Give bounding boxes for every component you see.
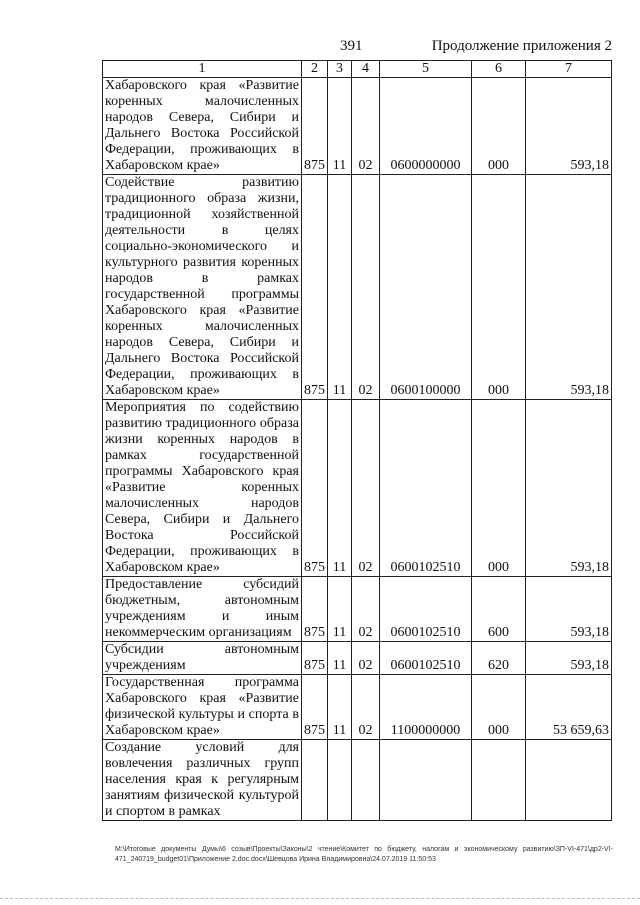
row-col5: 0600102510 [380,642,472,675]
row-col6: 000 [472,78,526,175]
row-col4: 02 [352,642,380,675]
row-name: Предоставление субсидий бюджетным, автономным учреждениям и иным некоммерческим организациям [103,577,302,642]
row-col6: 600 [472,577,526,642]
budget-table [102,60,612,821]
row-amount: 53 659,63 [526,675,612,740]
row-name: Мероприятия по содействию развитию традиционного образа жизни коренных народов в рамках государственной программы Хабаровского края «Развитие коренных малочисленных народов Севера, Сибири и Дальнего Востока Российской Федерации, проживающих в Хабаровском крае» [103,400,302,577]
table-row [103,675,612,740]
row-amount: 593,18 [526,78,612,175]
row-col5: 0600102510 [380,400,472,577]
row-col3: 11 [328,175,352,400]
column-header: 1 [103,61,302,78]
row-col4: 02 [352,675,380,740]
row-name: Содействие развитию традиционного образа жизни, традиционной хозяйственной деятельности в целях социально-экономического и культурного развития коренных народов в рамках государственной программы Хабаровского края «Развитие коренных малочисленных народов Севера, Сибири и Дальнего Востока Российской Федерации, проживающих в Хабаровском крае» [103,175,302,400]
table-row [103,175,612,400]
row-col6: 000 [472,175,526,400]
row-col5: 0600102510 [380,577,472,642]
row-col4: 02 [352,400,380,577]
row-col2: 875 [302,577,328,642]
row-col5: 0600000000 [380,78,472,175]
column-header: 7 [526,61,612,78]
row-col5: 0600100000 [380,175,472,400]
row-col4: 02 [352,78,380,175]
row-col6: 000 [472,400,526,577]
row-name: Субсидии автономным учреждениям [103,642,302,675]
row-col4: 02 [352,175,380,400]
table-row [103,78,612,175]
row-col4 [352,740,380,821]
row-amount: 593,18 [526,642,612,675]
row-name: Государственная программа Хабаровского края «Развитие физической культуры и спорта в Хабаровском крае» [103,675,302,740]
column-header: 4 [352,61,380,78]
row-col3: 11 [328,78,352,175]
row-col5 [380,740,472,821]
row-col6: 000 [472,675,526,740]
row-name: Хабаровского края «Развитие коренных малочисленных народов Севера, Сибири и Дальнего Востока Российской Федерации, проживающих в Хабаровском крае» [103,78,302,175]
table-row [103,642,612,675]
row-col2: 875 [302,675,328,740]
table-row [103,740,612,821]
row-col3: 11 [328,400,352,577]
column-header: 5 [380,61,472,78]
row-col2: 875 [302,175,328,400]
row-amount: 593,18 [526,400,612,577]
row-amount: 593,18 [526,577,612,642]
row-col2 [302,740,328,821]
row-amount: 593,18 [526,175,612,400]
table-header-row [103,61,612,78]
row-col3 [328,740,352,821]
row-col3: 11 [328,577,352,642]
row-col5: 1100000000 [380,675,472,740]
page-edge-divider [0,898,640,899]
file-path-footer: M:\Итоговые документы Думы\6 созыв\Проекты\Законы\2 чтение\Комитет по бюджету, налогам и экономическому развитию\ЗП-VI-471\др2-VI-471_240719_budget01\Приложение 2.doc.docx\Шевцова Ирина Владимировна\24.07.2019 11:50:53 [115,846,613,863]
page-number: 391 [340,38,363,54]
column-header: 6 [472,61,526,78]
row-col2: 875 [302,400,328,577]
continuation-label: Продолжение приложения 2 [431,38,612,54]
table-row [103,577,612,642]
column-header: 2 [302,61,328,78]
table-row [103,400,612,577]
row-name: Создание условий для вовлечения различных групп населения края к регулярным занятиям физической культурой и спортом в рамках [103,740,302,821]
row-col2: 875 [302,642,328,675]
column-header: 3 [328,61,352,78]
row-col2: 875 [302,78,328,175]
row-amount [526,740,612,821]
row-col6: 620 [472,642,526,675]
row-col3: 11 [328,642,352,675]
row-col4: 02 [352,577,380,642]
row-col6 [472,740,526,821]
row-col3: 11 [328,675,352,740]
